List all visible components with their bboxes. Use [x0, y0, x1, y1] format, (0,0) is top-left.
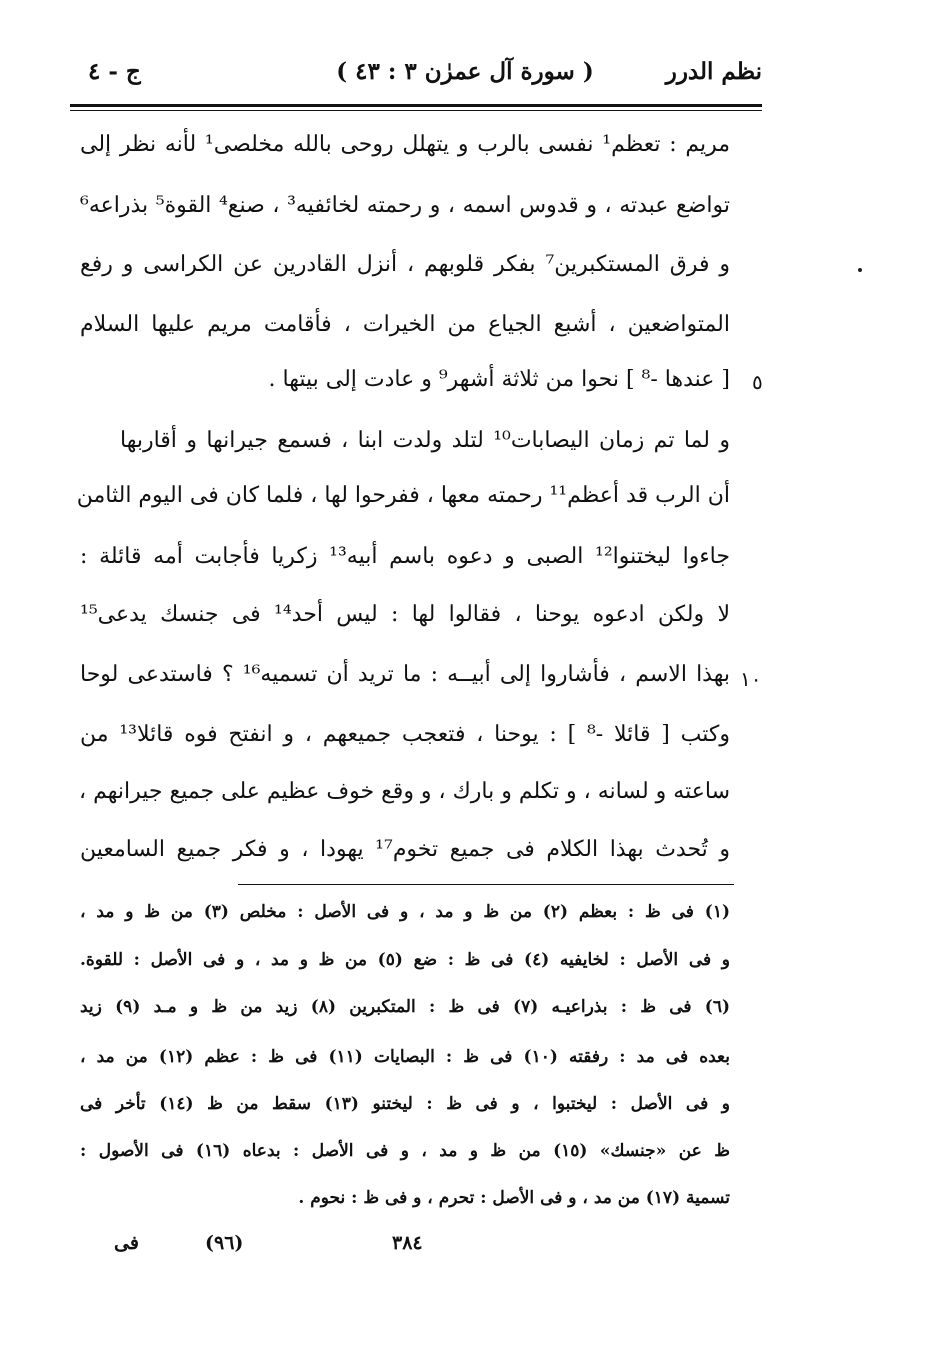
running-header-surah: ( سورة آل عمرٰن ٣ : ٤٣ )	[336, 58, 594, 85]
footnote-line: (١) فى ظ : بعظم (٢) من ظ و مد ، و فى الأصل : مخلص (٣) من ظ و مد ،	[80, 902, 730, 922]
page-number: ٣٨٤	[392, 1232, 423, 1254]
body-line: جاءوا ليختنوا¹² الصبى و دعوه باسم أبيه¹³ زكريا فأجابت أمه قائلة :	[80, 544, 730, 569]
body-line: و تُحدث بهذا الكلام فى جميع تخوم¹⁷ يهودا ، و فكر جميع السامعين	[80, 837, 730, 862]
footer-reference: (٩٦)	[205, 1232, 244, 1254]
running-header-volume: ج - ٤	[88, 58, 141, 85]
body-line: و فرق المستكبرين⁷ بفكر قلوبهم ، أنزل القادرين عن الكراسى و رفع	[80, 252, 731, 277]
footnote-line: و فى الأصل : ليختبوا ، و فى ظ : ليختنو (١٣) سقط من ظ (١٤) تأخر فى	[80, 1094, 730, 1114]
footnote-line: بعده فى مد : رفقته (١٠) فى ظ : البصايات (١١) فى ظ : عظم (١٢) من مد ،	[80, 1047, 730, 1067]
header-rule-thick	[70, 104, 762, 107]
body-line: [ عندها -⁸ ] نحوا من ثلاثة أشهر⁹ و عادت إلى بيتها .	[268, 367, 730, 392]
body-line: ساعته و لسانه ، و تكلم و بارك ، و وقع خوف عظيم على جميع جيرانهم ،	[79, 779, 730, 804]
running-header-book-title: نظم الدرر	[665, 58, 762, 85]
print-speck	[858, 268, 862, 272]
body-line: و لما تم زمان اليصابات¹⁰ لتلد ولدت ابنا ، فسمع جيرانها و أقاربها	[120, 428, 730, 453]
footnote-rule	[238, 884, 734, 885]
body-line: وكتب [ قائلا -⁸ ] : يوحنا ، فتعجب جميعهم ، و انفتح فوه قائلا¹³ من	[80, 722, 730, 747]
body-line: لا ولكن ادعوه يوحنا ، فقالوا لها : ليس أحد¹⁴ فى جنسك يدعى¹⁵	[80, 602, 730, 627]
footnote-line: و فى الأصل : لخايفيه (٤) فى ظ : ضع (٥) من ظ و مد ، و فى الأصل : للقوة.	[80, 950, 730, 970]
line-number-10: ١٠	[740, 667, 762, 691]
header-rule-thin	[70, 110, 762, 111]
footnote-line: ظ عن «جنسك» (١٥) من ظ و مد ، و فى الأصل : بدعاه (١٦) فى الأصول :	[80, 1141, 730, 1161]
body-line: مريم : تعظم¹ نفسى بالرب و يتهلل روحى بالله مخلصى¹ لأنه نظر إلى	[80, 132, 731, 157]
catchword: فى	[114, 1232, 139, 1254]
line-number-5: ٥	[752, 370, 763, 394]
body-line: أن الرب قد أعظم¹¹ رحمته معها ، ففرحوا لها ، فلما كان فى اليوم الثامن	[76, 483, 730, 508]
body-line: بهذا الاسم ، فأشاروا إلى أبيــه : ما تريد أن تسميه¹⁶ ؟ فاستدعى لوحا	[80, 662, 730, 687]
body-line: المتواضعين ، أشبع الجياع من الخيرات ، فأقامت مريم عليها السلام	[80, 312, 730, 337]
footnote-line: (٦) فى ظ : بذراعيـه (٧) فى ظ : المتكبرين (٨) زيد من ظ و مـد (٩) زيد	[80, 997, 731, 1017]
footnote-line: تسمية (١٧) من مد ، و فى الأصل : تحرم ، و فى ظ : نحوم .	[298, 1188, 730, 1208]
body-line: تواضع عبدته ، و قدوس اسمه ، و رحمته لخائفيه³ ، صنع⁴ القوة⁵ بذراعه⁶	[80, 193, 730, 218]
